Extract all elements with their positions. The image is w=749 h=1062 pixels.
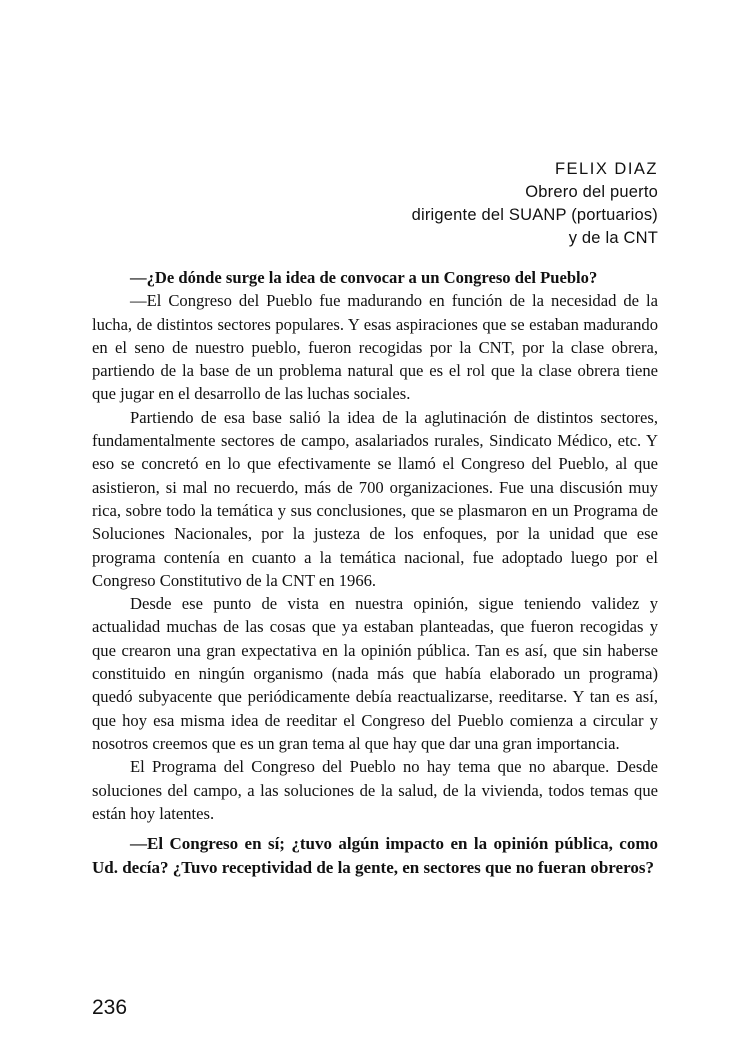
question-2: —El Congreso en sí; ¿tuvo algún impacto en la opinión pública, como Ud. decía? ¿Tuvo receptividad de la gente, en sectores que no fueran obreros?: [92, 834, 658, 878]
speaker-union: dirigente del SUANP (portuarios): [411, 206, 658, 224]
speaker-name: FELIX DIAZ: [554, 160, 658, 178]
page-number: 236: [92, 996, 128, 1019]
speaker-org: y de la CNT: [568, 229, 658, 247]
speaker-header: [412, 158, 658, 250]
interview-text: [92, 266, 658, 880]
answer-paragraph-2: Partiendo de esa base salió la idea de la aglutinación de distintos sectores, fundamentalmente sectores de campo, asalariados rurales, Sindicato Médico, etc. Y eso se concretó en lo que efectivamente se llamó el Congreso del Pueblo, al que asistieron, si mal no recuerdo, más de 700 organizaciones. Fue una discusión muy rica, sobre todo la temática y sus conclusiones, que se plasmaron en un Programa de Soluciones Nacionales, por la justeza de los enfoques, por la unidad que ese programa contenía en cuanto a la temática nacional, fue adoptado luego por el Congreso Constitutivo de la CNT en 1966.: [92, 407, 658, 590]
question-1: —¿De dónde surge la idea de convocar a un Congreso del Pueblo?: [130, 268, 598, 287]
answer-paragraph-3: Desde ese punto de vista en nuestra opinión, sigue teniendo validez y actualidad muchas de las cosas que ya estaban planteadas, que fueron recogidas y que crearon una gran expectativa en la opinión pública. Tan es así, que sin haberse constituido en ningún organismo (nada más que había elaborado un programa) quedó subyacente que periódicamente debía reactualizarse, reeditarse. Y tan es así, que hoy esa misma idea de reeditar el Congreso del Pueblo comienza a circular y nosotros creemos que es un gran tema al que hay que dar una gran importancia.: [92, 594, 658, 753]
answer-paragraph-1: —El Congreso del Pueblo fue madurando en función de la necesidad de la lucha, de distintos sectores populares. Y esas aspiraciones que se estaban madurando en el seno de nuestro pueblo, fueron recogidas por la CNT, por la clase obrera, partiendo de la base de un problema natural que es el rol que la clase obrera tiene que jugar en el desarrollo de las luchas sociales.: [92, 291, 658, 404]
answer-paragraph-4: El Programa del Congreso del Pueblo no hay tema que no abarque. Desde soluciones del campo, a las soluciones de la salud, de la vivienda, todos temas que están hoy latentes.: [92, 757, 658, 823]
speaker-role: Obrero del puerto: [525, 183, 658, 201]
